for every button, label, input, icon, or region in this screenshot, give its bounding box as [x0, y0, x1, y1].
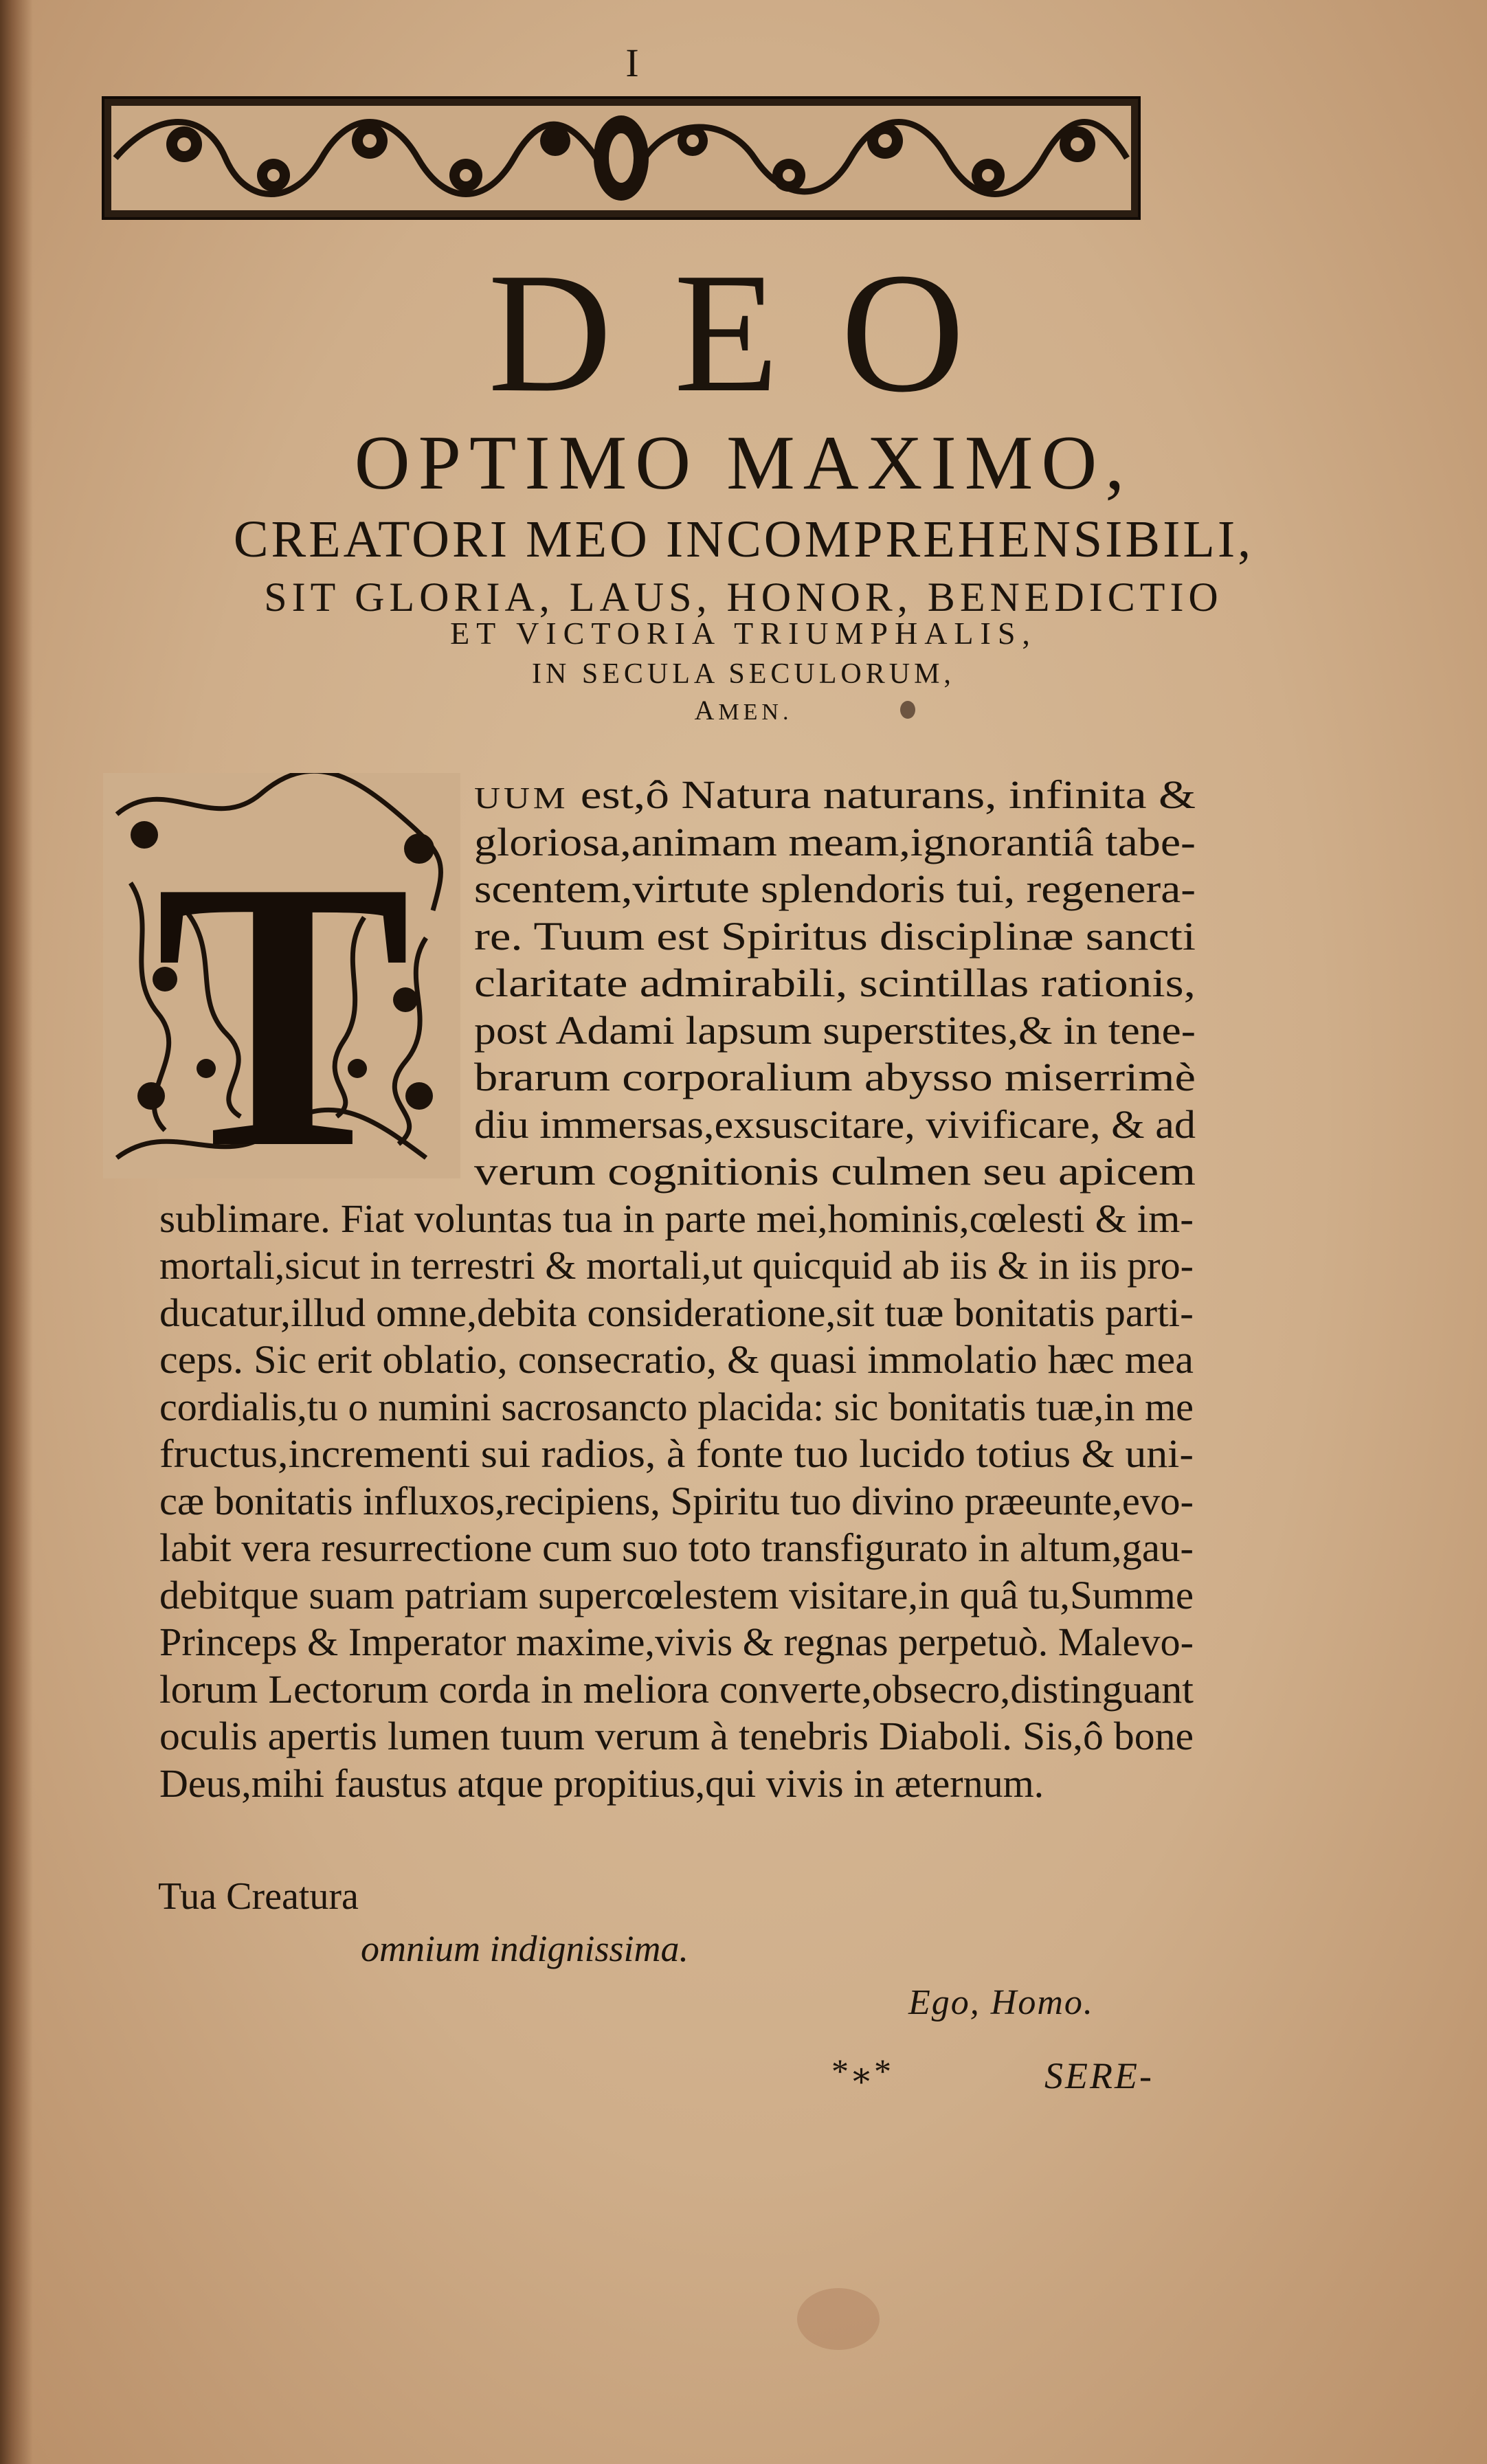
prayer-line [159, 1478, 1194, 1523]
asterism-ornament: *⁎* [831, 2052, 895, 2090]
title-deo: DEO [488, 238, 1027, 428]
prayer-line [474, 1007, 1196, 1053]
heading-line-4: ET VICTORIA TRIUMPHALIS, [450, 616, 1037, 651]
prayer-line [159, 1384, 1194, 1429]
prayer-line-text: claritate admirabili, scintillas rationis, [474, 961, 1196, 1005]
headpiece-ornament [102, 96, 1141, 220]
signature-line-3: Ego, Homo. [908, 1983, 1094, 2022]
prayer-line-text: ceps. Sic erit oblatio, consecratio, & quasi immolatio hæc mea [159, 1337, 1194, 1382]
prayer-line [474, 913, 1196, 959]
prayer-line [474, 1101, 1196, 1147]
heading-line-2: CREATORI MEO INCOMPREHENSIBILI, [233, 511, 1254, 568]
prayer-line-text: mortali,sicut in terrestri & mortali,ut quicquid ab iis & in iis pro- [159, 1243, 1194, 1288]
prayer-line [474, 866, 1196, 911]
prayer-line [159, 1431, 1194, 1476]
amen-rest: MEN. [718, 699, 793, 725]
prayer-line [474, 963, 1196, 1003]
prayer-line-text: gloriosa,animam meam,ignorantiâ tabe- [474, 819, 1196, 864]
prayer-line [159, 1760, 1044, 1806]
prayer-line [159, 1716, 1194, 1756]
prayer-line [159, 1572, 1194, 1617]
prayer-line-text: post Adami lapsum superstites,& in tene- [474, 1007, 1196, 1053]
prayer-line [159, 1337, 1194, 1382]
prayer-line-text: diu immersas,exsuscitare, vivificare, & ad [474, 1101, 1196, 1147]
decorated-initial-T [103, 773, 460, 1178]
heading-line-6 [0, 694, 1487, 726]
prayer-line-text: sublimare. Fiat voluntas tua in parte mei,hominis,cœlesti & im- [159, 1196, 1194, 1241]
heading-line-1: OPTIMO MAXIMO, [354, 421, 1133, 506]
prayer-line-text: ducatur,illud omne,debita consideratione,sit tuæ bonitatis parti- [159, 1290, 1194, 1335]
prayer-line-text: re. Tuum est Spiritus disciplinæ sancti [474, 913, 1196, 959]
prayer-line-text: brarum corporalium abysso miserrimè [474, 1055, 1196, 1099]
prayer-line-text: lorum Lectorum corda in meliora converte,obsecro,distinguant [159, 1666, 1194, 1712]
heading-line-3: SIT GLORIA, LAUS, HONOR, BENEDICTIO [264, 574, 1223, 620]
prayer-line-text: cæ bonitatis influxos,recipiens, Spiritu tuo divino præeunte,evo- [159, 1478, 1194, 1523]
prayer-line-text: est,ô Natura naturans, infinita & [568, 772, 1196, 817]
prayer-line [159, 1243, 1194, 1288]
prayer-line-text: labit vera resurrectione cum suo toto transfigurato in altum,gau- [159, 1525, 1194, 1570]
paper-stain [797, 2288, 880, 2350]
drop-cap-letter: T [155, 802, 412, 1178]
prayer-line [474, 772, 1196, 817]
prayer-line-text: Deus,mihi faustus atque propitius,qui vivis in æternum. [159, 1760, 1044, 1806]
prayer-line [474, 1149, 1196, 1194]
heading-line-5: IN SECULA SECULORUM, [532, 658, 955, 690]
prayer-line [159, 1525, 1194, 1570]
prayer-line [474, 819, 1196, 864]
prayer-line-text: cordialis,tu o numini sacrosancto placida: sic bonitatis tuæ,in me [159, 1384, 1194, 1429]
prayer-line-text: scentem,virtute splendoris tui, regenera- [474, 866, 1196, 911]
prayer-line [159, 1622, 1194, 1662]
folio-number: I [625, 41, 639, 85]
prayer-line-text: Princeps & Imperator maxime,vivis & regnas perpetuò. Malevo- [159, 1620, 1194, 1664]
prayer-line [159, 1666, 1194, 1712]
signature-line-2: omnium indignissima. [361, 1928, 689, 1969]
prayer-line [159, 1196, 1194, 1241]
prayer-line-text: oculis apertis lumen tuum verum à tenebris Diaboli. Sis,ô bone [159, 1714, 1194, 1758]
first-word-small-caps: UUM [474, 781, 569, 815]
prayer-line-text: verum cognitionis culmen seu apicem [474, 1149, 1196, 1194]
amen-initial: A [694, 695, 719, 726]
prayer-line-text: fructus,incrementi sui radios, à fonte tuo lucido totius & uni- [159, 1431, 1194, 1476]
prayer-line [474, 1057, 1196, 1097]
prayer-line-text: debitque suam patriam supercœlestem visitare,in quâ tu,Summe [159, 1572, 1194, 1617]
prayer-line [159, 1290, 1194, 1335]
signature-line-1: Tua Creatura [158, 1875, 359, 1918]
catchword: SERE- [1044, 2055, 1154, 2096]
